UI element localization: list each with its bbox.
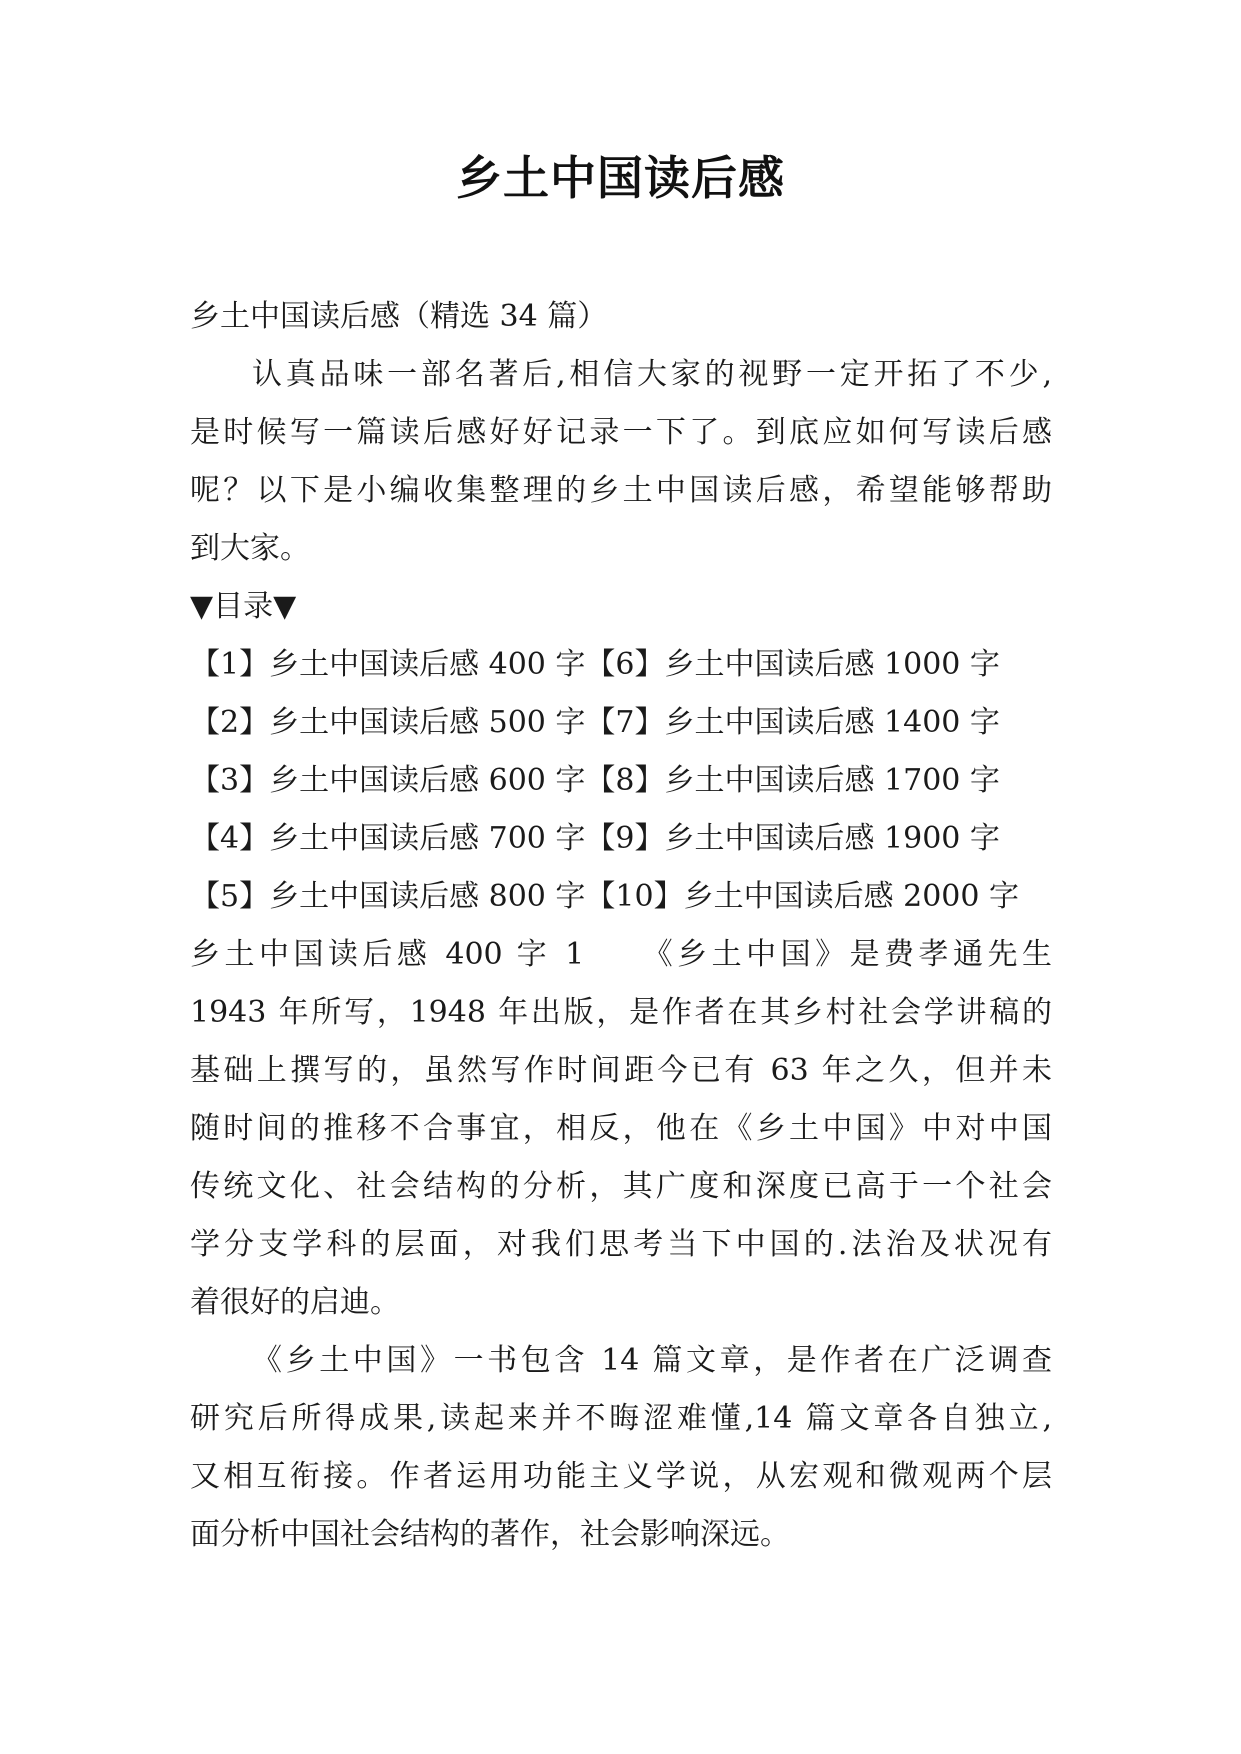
toc-item-2[interactable]: 【2】乡土中国读后感 500 字 [190,705,586,740]
toc-item-6[interactable]: 【6】乡土中国读后感 1000 字 [585,647,1000,682]
paragraph-line: 着很好的启迪。 [190,1285,400,1320]
intro-line: 呢？以下是小编收集整理的乡土中国读后感，希望能够帮助 [190,473,1052,508]
intro-line: 是时候写一篇读后感好好记录一下了。到底应如何写读后感 [190,415,1052,450]
paragraph-line: 传统文化、社会结构的分析，其广度和深度已高于一个社会 [190,1169,1052,1204]
toc-item-1[interactable]: 【1】乡土中国读后感 400 字 [190,647,586,682]
document-body [190,288,1052,1564]
toc-item-3[interactable]: 【3】乡土中国读后感 600 字 [190,763,586,798]
toc-row [190,636,1052,694]
toc-item-5[interactable]: 【5】乡土中国读后感 800 字 [190,879,586,914]
document-title: 乡土中国读后感 [456,151,785,205]
paragraph-line: 《乡土中国》一书包含 14 篇文章，是作者在广泛调查 [252,1343,1052,1378]
paragraph-line: 研究后所得成果,读起来并不晦涩难懂,14 篇文章各自独立, [190,1401,1052,1436]
paragraph-line: 1943 年所写，1948 年出版，是作者在其乡村社会学讲稿的 [190,995,1052,1030]
toc-item-7[interactable]: 【7】乡土中国读后感 1400 字 [585,705,1000,740]
toc-item-8[interactable]: 【8】乡土中国读后感 1700 字 [585,763,1000,798]
paragraph-line: 基础上撰写的，虽然写作时间距今已有 63 年之久，但并未 [190,1053,1052,1088]
intro-line: 认真品味一部名著后,相信大家的视野一定开拓了不少, [252,357,1052,392]
toc-header: ▼目录▼ [190,589,297,624]
paragraph-line: 乡土中国读后感 400 字 1 《乡土中国》是费孝通先生 [190,937,1052,972]
toc-row [190,694,1052,752]
toc-item-4[interactable]: 【4】乡土中国读后感 700 字 [190,821,586,856]
toc-item-9[interactable]: 【9】乡土中国读后感 1900 字 [585,821,1000,856]
toc-row [190,752,1052,810]
toc-row [190,810,1052,868]
toc-row [190,868,1052,926]
intro-line: 到大家。 [190,531,310,566]
paragraph-line: 面分析中国社会结构的著作，社会影响深远。 [190,1517,790,1552]
paragraph-line: 学分支学科的层面，对我们思考当下中国的.法治及状况有 [190,1227,1052,1262]
paragraph-line: 随时间的推移不合事宜，相反，他在《乡土中国》中对中国 [190,1111,1052,1146]
toc-item-10[interactable]: 【10】乡土中国读后感 2000 字 [585,879,1020,914]
subtitle: 乡土中国读后感（精选 34 篇） [190,299,608,334]
paragraph-line: 又相互衔接。作者运用功能主义学说，从宏观和微观两个层 [190,1459,1052,1494]
